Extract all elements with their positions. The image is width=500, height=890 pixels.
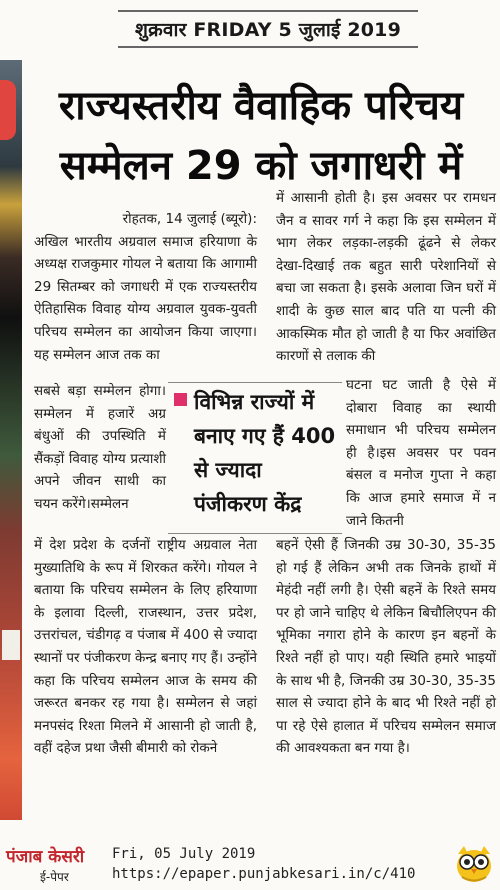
- article-paragraph: अखिल भारतीय अग्रवाल समाज हरियाणा के अध्यक्ष राजकुमार गोयल ने बताया कि आगामी 29 सितम्बर को जगाधरी में एक राज्यस्तरीय ऐतिहासिक विवाह योग्य अग्रवाल युवक-युवती परिचय सम्मेलन का आयोजन किया जाएगा। यह सम्मेलन आज तक का: [34, 233, 257, 363]
- owl-icon: [452, 840, 496, 884]
- cropped-photo-strip: [0, 60, 22, 820]
- article-paragraph: सबसे बड़ा सम्मेलन होगा। सम्मेलन में हजारें अग्र बंधुओं की उपस्थिति में सैंकड़ों विवाह योग्य प्रत्याशी अपने जीवन साथी का चयन करेंगे।सम्मेलन: [34, 383, 166, 512]
- brand-logo-subtitle: ई-पेपर: [40, 870, 69, 884]
- article-column-1-bottom: [34, 534, 257, 760]
- article-column-2-middle: [346, 374, 496, 532]
- article-column-1-top: [34, 208, 257, 366]
- headline-line-1: राज्यस्तरीय वैवाहिक परिचय: [58, 83, 464, 129]
- headline-line-2: सम्मेलन 29 को जगाधरी में: [59, 143, 463, 189]
- photo-white-detail: [2, 630, 20, 660]
- article-column-2-bottom: [276, 534, 496, 760]
- article-column-2-top: [276, 187, 496, 368]
- article-paragraph: में आसानी होती है। इस अवसर पर रामधन जैन व सावर गर्ग ने कहा कि इस सम्मेलन में भाग लेकर लड़का-लड़की ढूंढने से लेकर देखा-दिखाई तक बहुत सारी परेशानियों से बचा जा सकता है। इसके अलावा जिन घरों में शादी के कुछ साल बाद पति या पत्नी की आकस्मिक मौत हो जाती है या फिर अवांछित कारणों से तलाक की: [276, 190, 496, 365]
- square-bullet-icon: [174, 393, 187, 406]
- brand-logo: पंजाब केसरी: [6, 847, 85, 867]
- headline: [30, 76, 492, 196]
- source-url[interactable]: https://epaper.punjabkesari.in/c/410: [112, 866, 416, 882]
- edition-date: Fri, 05 July 2019: [112, 846, 256, 862]
- pull-quote: [168, 382, 342, 534]
- article-paragraph: बहनें ऐसी हैं जिनकी उम्र 30-30, 35-35 हो गई हैं लेकिन अभी तक जिनके हाथों में मेहंदी नहीं लगी है। ऐसी बहनें के रिश्ते समय पर हो जाने चाहिए थे लेकिन बिचौलिएपन की भूमिका नगारा होने के कारण इन बहनों के रिश्ते नहीं हो पाए। यही स्थिति हमारे भाइयों के साथ भी है, जिनकी उम्र 30-30, 35-35 साल से ज्यादा होने के बाद भी रिश्ते नहीं हो पा रहे ऐसे हालात में परिचय सम्मेलन समाज की आवश्यकता बन गया है।: [276, 537, 496, 757]
- dateline: शुक्रवार FRIDAY 5 जुलाई 2019: [118, 10, 418, 48]
- pull-quote-text: विभिन्न राज्यों में बनाए गए हैं 400 से ज्यादा पंजीकरण केंद्र: [194, 390, 336, 516]
- article-column-1-middle: [34, 380, 166, 516]
- photo-red-detail: [0, 80, 16, 140]
- article-dateline: रोहतक, 14 जुलाई (ब्यूरो):: [122, 211, 257, 227]
- article-paragraph: घटना घट जाती है ऐसे में दोबारा विवाह का स्थायी समाधान भी परिचय सम्मेलन ही है।इस अवसर पर पवन बंसल व मनोज गुप्ता ने कहा कि आज हमारे समाज में न जाने कितनी: [346, 377, 496, 529]
- epaper-footer: [0, 838, 500, 890]
- article-paragraph: में देश प्रदेश के दर्जनों राष्ट्रीय अग्रवाल नेता मुख्यातिथि के रूप में शिरकत करेंगे। गोयल ने बताया कि परिचय सम्मेलन के लिए हरियाणा के इलावा दिल्ली, राजस्थान, उत्तर प्रदेश, उत्तरांचल, चंडीगढ़ व पंजाब में 400 से ज्यादा स्थानों पर पंजीकरण केन्द्र बनाए गए हैं। उन्होंने कहा कि परिचय सम्मेलन आज के समय की जरूरत बनकर रह गया है। सम्मेलन से जहां मनपसंद रिश्ता मिलने में आसानी हो जाती है, वहीं दहेज प्रथा जैसी बीमारी को रोकने: [34, 537, 257, 757]
